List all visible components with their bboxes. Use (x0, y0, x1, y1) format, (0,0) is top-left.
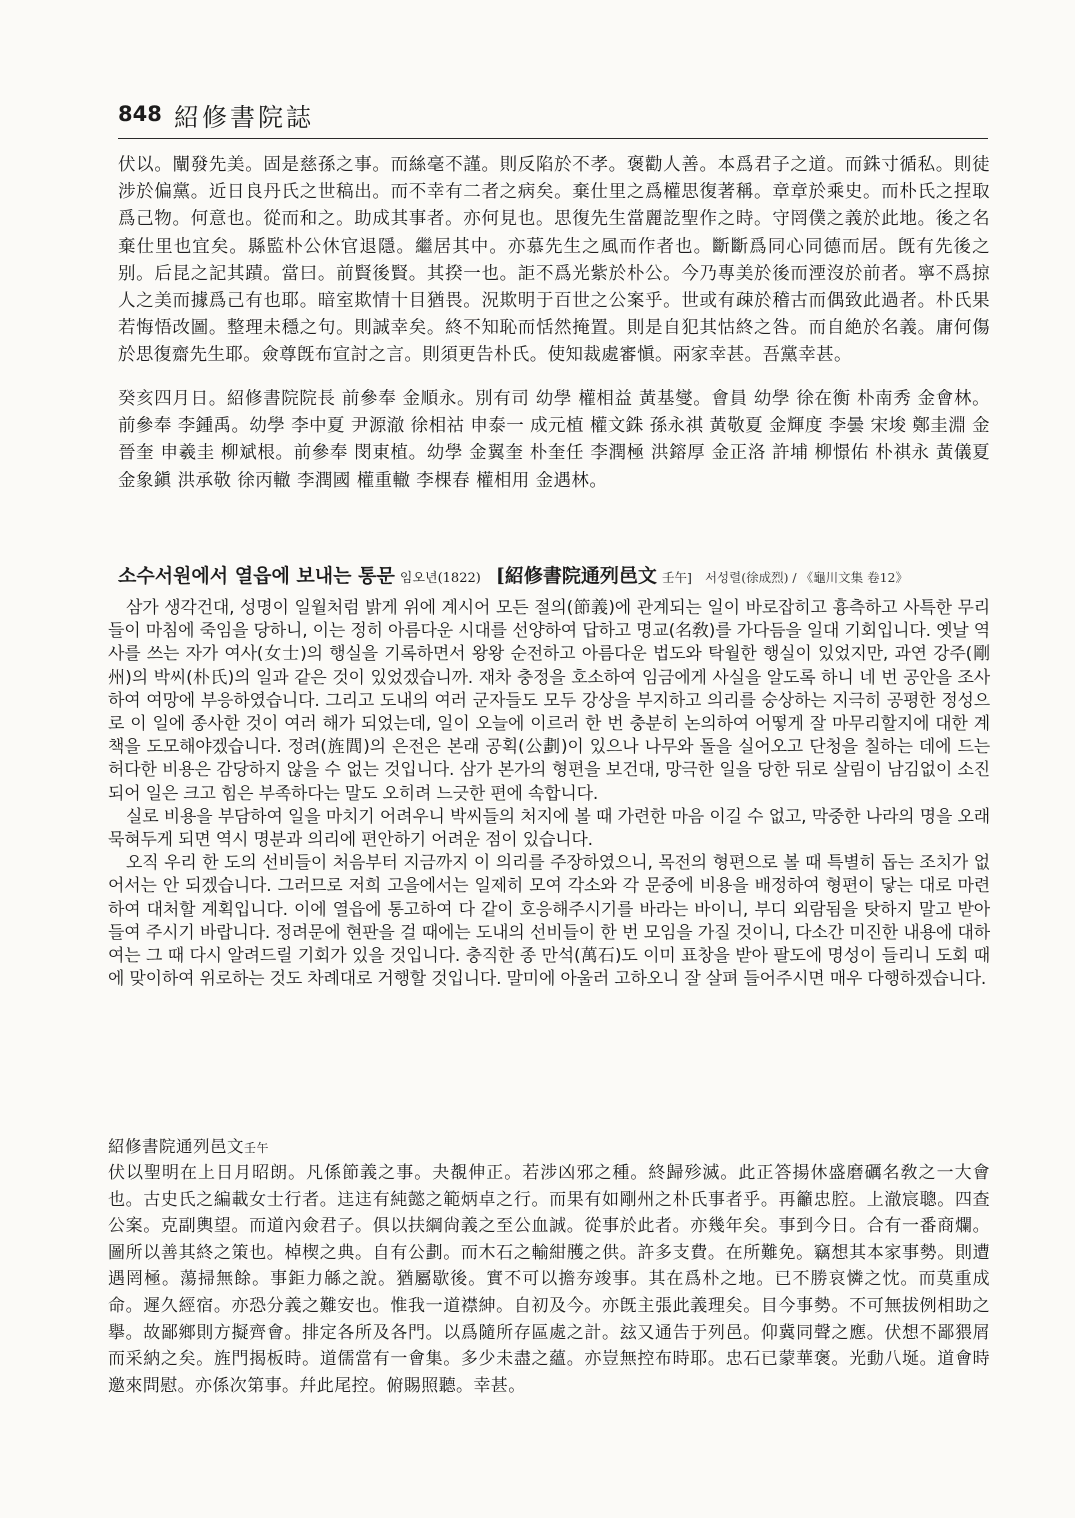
running-header (118, 98, 988, 139)
section-title-hanja-sub: 壬午] (662, 570, 692, 585)
hanja-text-block-1: 伏以。闡發先美。固是慈孫之事。而絲毫不謹。則反陷於不孝。褒勸人善。本爲君子之道。而銖寸循私。則徒涉於偏黨。近日良丹氏之世稿出。而不幸有二者之病矣。棄仕里之爲權思復著稱。章章於乘史。而朴氏之捏取爲己物。何意也。從而和之。助成其事者。亦何見也。思復先生當麗訖聖作之時。守罔僕之義於此地。後之名棄仕里也宜矣。縣監朴公休官退隱。繼居其中。亦慕先生之風而作者也。斷斷爲同心同德而居。旣有先後之别。后昆之記其蹟。當曰。前賢後賢。其揆一也。詎不爲光紫於朴公。今乃專美於後而湮沒於前者。寧不爲掠人之美而據爲己有也耶。暗室欺情十目猶畏。況欺明于百世之公案乎。世或有疎於稽古而偶致此過者。朴氏果若悔悟改圖。整理未穩之句。則誠幸矣。終不知恥而恬然掩置。則是自犯其怙終之咎。而自絶於名義。庸何傷於思復齋先生耶。僉尊旣布宣討之言。則須更告朴氏。使知裁處審愼。兩家幸甚。吾黨幸甚。 (118, 155, 990, 366)
hanja-text-block-2: 癸亥四月日。紹修書院院長 前參奉 金順永。別有司 幼學 權相益 黃基燮。會員 幼學 徐在衡 朴南秀 金會林。前參奉 李鍾禹。幼學 李中夏 尹源澈 徐相祜 申泰一 成元植 權文銖 孫永祺 黃敬夏 金輝度 李曇 宋埈 鄭圭淵 金晉奎 申羲圭 柳斌根。前參奉 閔東植。幼學 金翼奎 朴奎任 李潤極 洪鎔厚 金正洛 許埔 柳憬佑 朴祺永 黃儀夏 金象鎭 洪承敬 徐丙轍 李潤國 權重轍 李棵春 權相用 金遇林。 (118, 389, 990, 491)
section-title-year: 임오년(1822) (399, 571, 481, 586)
section-title-hanja: [紹修書院通列邑文 (495, 565, 657, 587)
korean-translation (108, 597, 990, 991)
section-title (118, 561, 990, 591)
hanja-text-block-3: 伏以聖明在上日月昭朗。凡係節義之事。夬覩伸正。若涉凶邪之種。終歸殄滅。此正答揚休盛磨礪名敎之一大會也。古史氏之編載女士行者。迬迬有純懿之範炳卓之行。而果有如剛州之朴氏事者乎。再籲忠腔。上澈宸聰。四查公案。克副輿望。而道內僉君子。俱以扶綱尙義之至公血誠。從事於此者。亦幾年矣。事到今日。合有一番商爛。圖所以善其終之策也。棹楔之典。自有公劃。而木石之輸紺雘之供。許多支費。在所難免。竊想其本家事勢。則遭遇罔極。蕩掃無餘。事鉅力緜之說。猶屬歇後。實不可以擔夯竣事。其在爲朴之地。已不勝哀憐之忱。而莫重成命。遲久經宿。亦恐分義之難安也。惟我一道襟紳。自初及今。亦旣主張此義理矣。目今事勢。不可無拔例相助之擧。故鄙鄉則方擬齊會。排定各所及各門。以爲隨所存區處之計。玆又通告于列邑。仰冀同聲之應。伏想不鄙猥屑而采納之矣。旌門揭板時。道儒當有一會集。多少未盡之蘊。亦豈無控布時耶。忠石已蒙華褒。光動八埏。道會時邀來問慰。亦係次第事。幷此尾控。俯賜照聽。幸甚。 (108, 1163, 990, 1396)
section-author-source: 서성렬(徐成烈) / 《龜川文集 卷12》 (704, 570, 909, 585)
original-text-title: 紹修書院通列邑文 (108, 1137, 244, 1156)
book-title: 紹修書院誌 (174, 103, 315, 132)
original-text-label (108, 1133, 269, 1157)
section-title-korean: 소수서원에서 열읍에 보내는 통문 (118, 565, 395, 587)
original-text-title-sub: 壬午 (244, 1141, 270, 1155)
page-number: 848 (118, 102, 162, 126)
korean-paragraph: 오직 우리 한 도의 선비들이 처음부터 지금까지 이 의리를 주장하였으니, 목전의 형편으로 볼 때 특별히 돕는 조치가 없어서는 안 되겠습니다. 그러므로 저희 고을에서는 일제히 모여 각소와 각 문중에 비용을 배정하여 형편이 닿는 대로 마련하여 대처할 계획입니다. 이에 열읍에 통고하여 다 같이 호응해주시기를 바라는 바이니, 부디 외람됨을 탓하지 말고 받아들여 주시기 바랍니다. 정려문에 현판을 걸 때에는 도내의 선비들이 한 번 모임을 가질 것이니, 다소간 미진한 내용에 대하여는 그 때 다시 알려드릴 기회가 있을 것입니다. 충직한 종 만석(萬石)도 이미 표창을 받아 팔도에 명성이 들리니 도회 때에 맞이하여 위로하는 것도 차례대로 거행할 것입니다. 말미에 아울러 고하오니 잘 살펴 들어주시면 매우 다행하겠습니다. (108, 853, 990, 990)
korean-paragraph: 실로 비용을 부담하여 일을 마치기 어려우니 박씨들의 처지에 볼 때 가련한 마음 이길 수 없고, 막중한 나라의 명을 오래 묵혀두게 되면 역시 명분과 의리에 편안하기 어려운 점이 있습니다. (108, 806, 990, 851)
korean-paragraph: 삼가 생각건대, 성명이 일월처럼 밝게 위에 계시어 모든 절의(節義)에 관계되는 일이 바로잡히고 흉측하고 사특한 무리들이 마침에 죽임을 당하니, 이는 정히 아름다운 시대를 선양하여 답하고 명교(名敎)를 가다듬을 일대 기회입니다. 옛날 역사를 쓰는 자가 여사(女士)의 행실을 기록하면서 왕왕 순전하고 아름다운 법도와 탁월한 행실이 있었지만, 과연 강주(剛州)의 박씨(朴氏)의 일과 같은 것이 있었겠습니까. 재차 충정을 호소하여 임금에게 사실을 알도록 하니 네 번 공안을 조사하여 여망에 부응하였습니다. 그리고 도내의 여러 군자들도 모두 강상을 부지하고 의리를 숭상하는 지극히 공평한 정성으로 이 일에 종사한 것이 여러 해가 되었는데, 일이 오늘에 이르러 한 번 충분히 논의하여 어떻게 잘 마무리할지에 대한 계책을 도모해야겠습니다. 정려(旌閭)의 은전은 본래 공획(公劃)이 있으나 나무와 돌을 실어오고 단청을 칠하는 데에 드는 허다한 비용은 감당하지 않을 수 없는 것입니다. 삼가 본가의 형편을 보건대, 망극한 일을 당한 뒤로 살림이 남김없이 소진되어 일은 크고 힘은 부족하다는 말도 오히려 느긋한 편에 속합니다. (108, 598, 990, 804)
